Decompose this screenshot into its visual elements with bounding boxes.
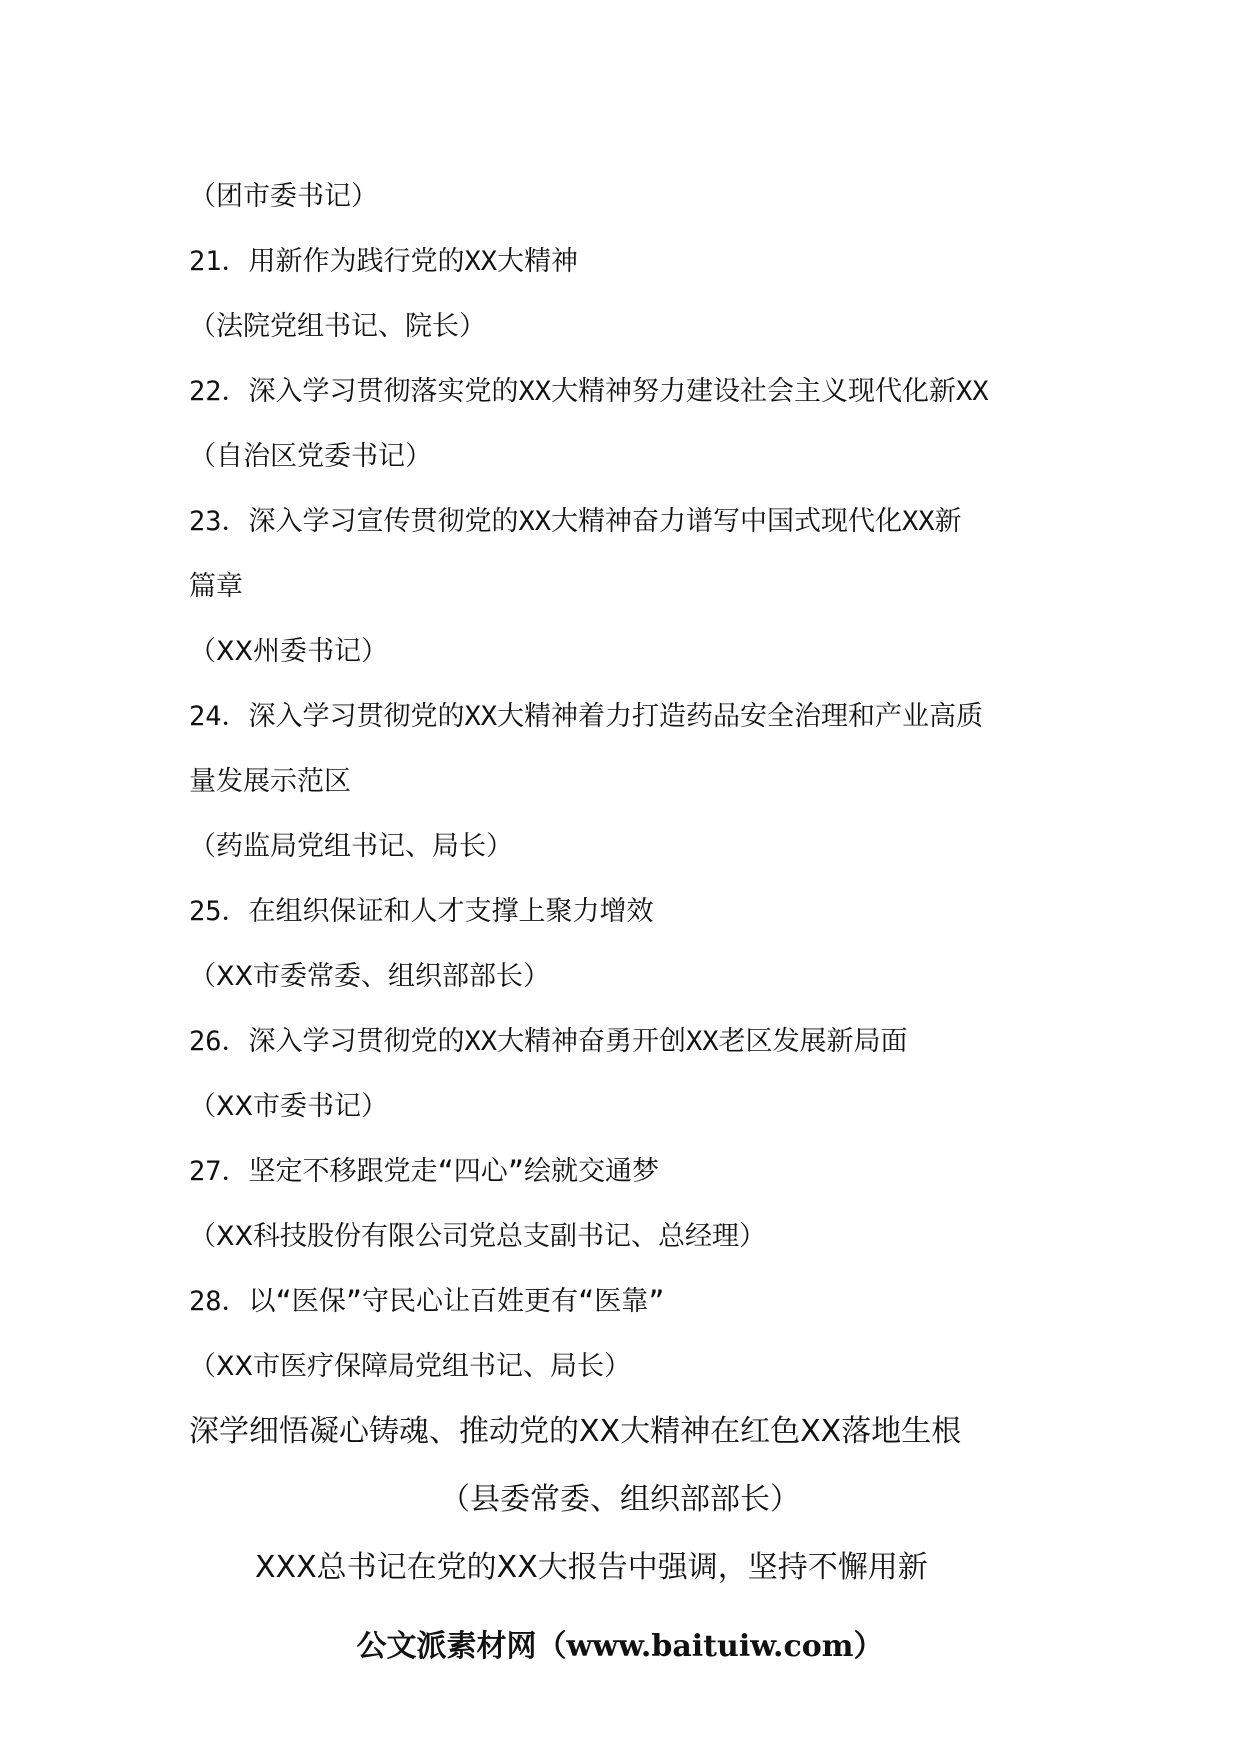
article-body: XXX总书记在党的XX大报告中强调，坚持不懈用新 [255,1550,928,1585]
author-line: （药监局党组书记、局长） [189,831,513,862]
author-line: （团市委书记） [189,181,378,212]
list-item-title: 24．深入学习贯彻党的XX大精神着力打造药品安全治理和产业高质 [189,701,984,732]
list-item-title: 26．深入学习贯彻党的XX大精神奋勇开创XX老区发展新局面 [189,1026,908,1057]
list-item-title: 28．以“医保”守民心让百姓更有“医靠” [189,1286,665,1317]
list-item-title-cont: 篇章 [189,571,243,602]
author-line: （XX州委书记） [189,636,388,667]
author-line: （XX科技股份有限公司党总支副书记、总经理） [189,1221,766,1252]
article-author: （县委常委、组织部部长） [440,1482,800,1517]
footer-watermark: 公文派素材网（www.baituiw.com） [356,1629,884,1664]
list-item-title: 23．深入学习宣传贯彻党的XX大精神奋力谱写中国式现代化XX新 [189,506,962,537]
list-item-title: 27．坚定不移跟党走“四心”绘就交通梦 [189,1156,660,1187]
list-item-title: 25．在组织保证和人才支撑上聚力增效 [189,896,654,927]
author-line: （XX市医疗保障局党组书记、局长） [189,1351,631,1382]
author-line: （XX市委书记） [189,1091,388,1122]
list-item-title-cont: 量发展示范区 [189,766,351,797]
author-line: （XX市委常委、组织部部长） [189,961,550,992]
author-line: （法院党组书记、院长） [189,311,486,342]
article-title: 深学细悟凝心铸魂、推动党的XX大精神在红色XX落地生根 [189,1414,962,1449]
list-item-title: 22．深入学习贯彻落实党的XX大精神努力建设社会主义现代化新XX [189,376,989,407]
author-line: （自治区党委书记） [189,441,432,472]
list-item-title: 21．用新作为践行党的XX大精神 [189,246,579,277]
